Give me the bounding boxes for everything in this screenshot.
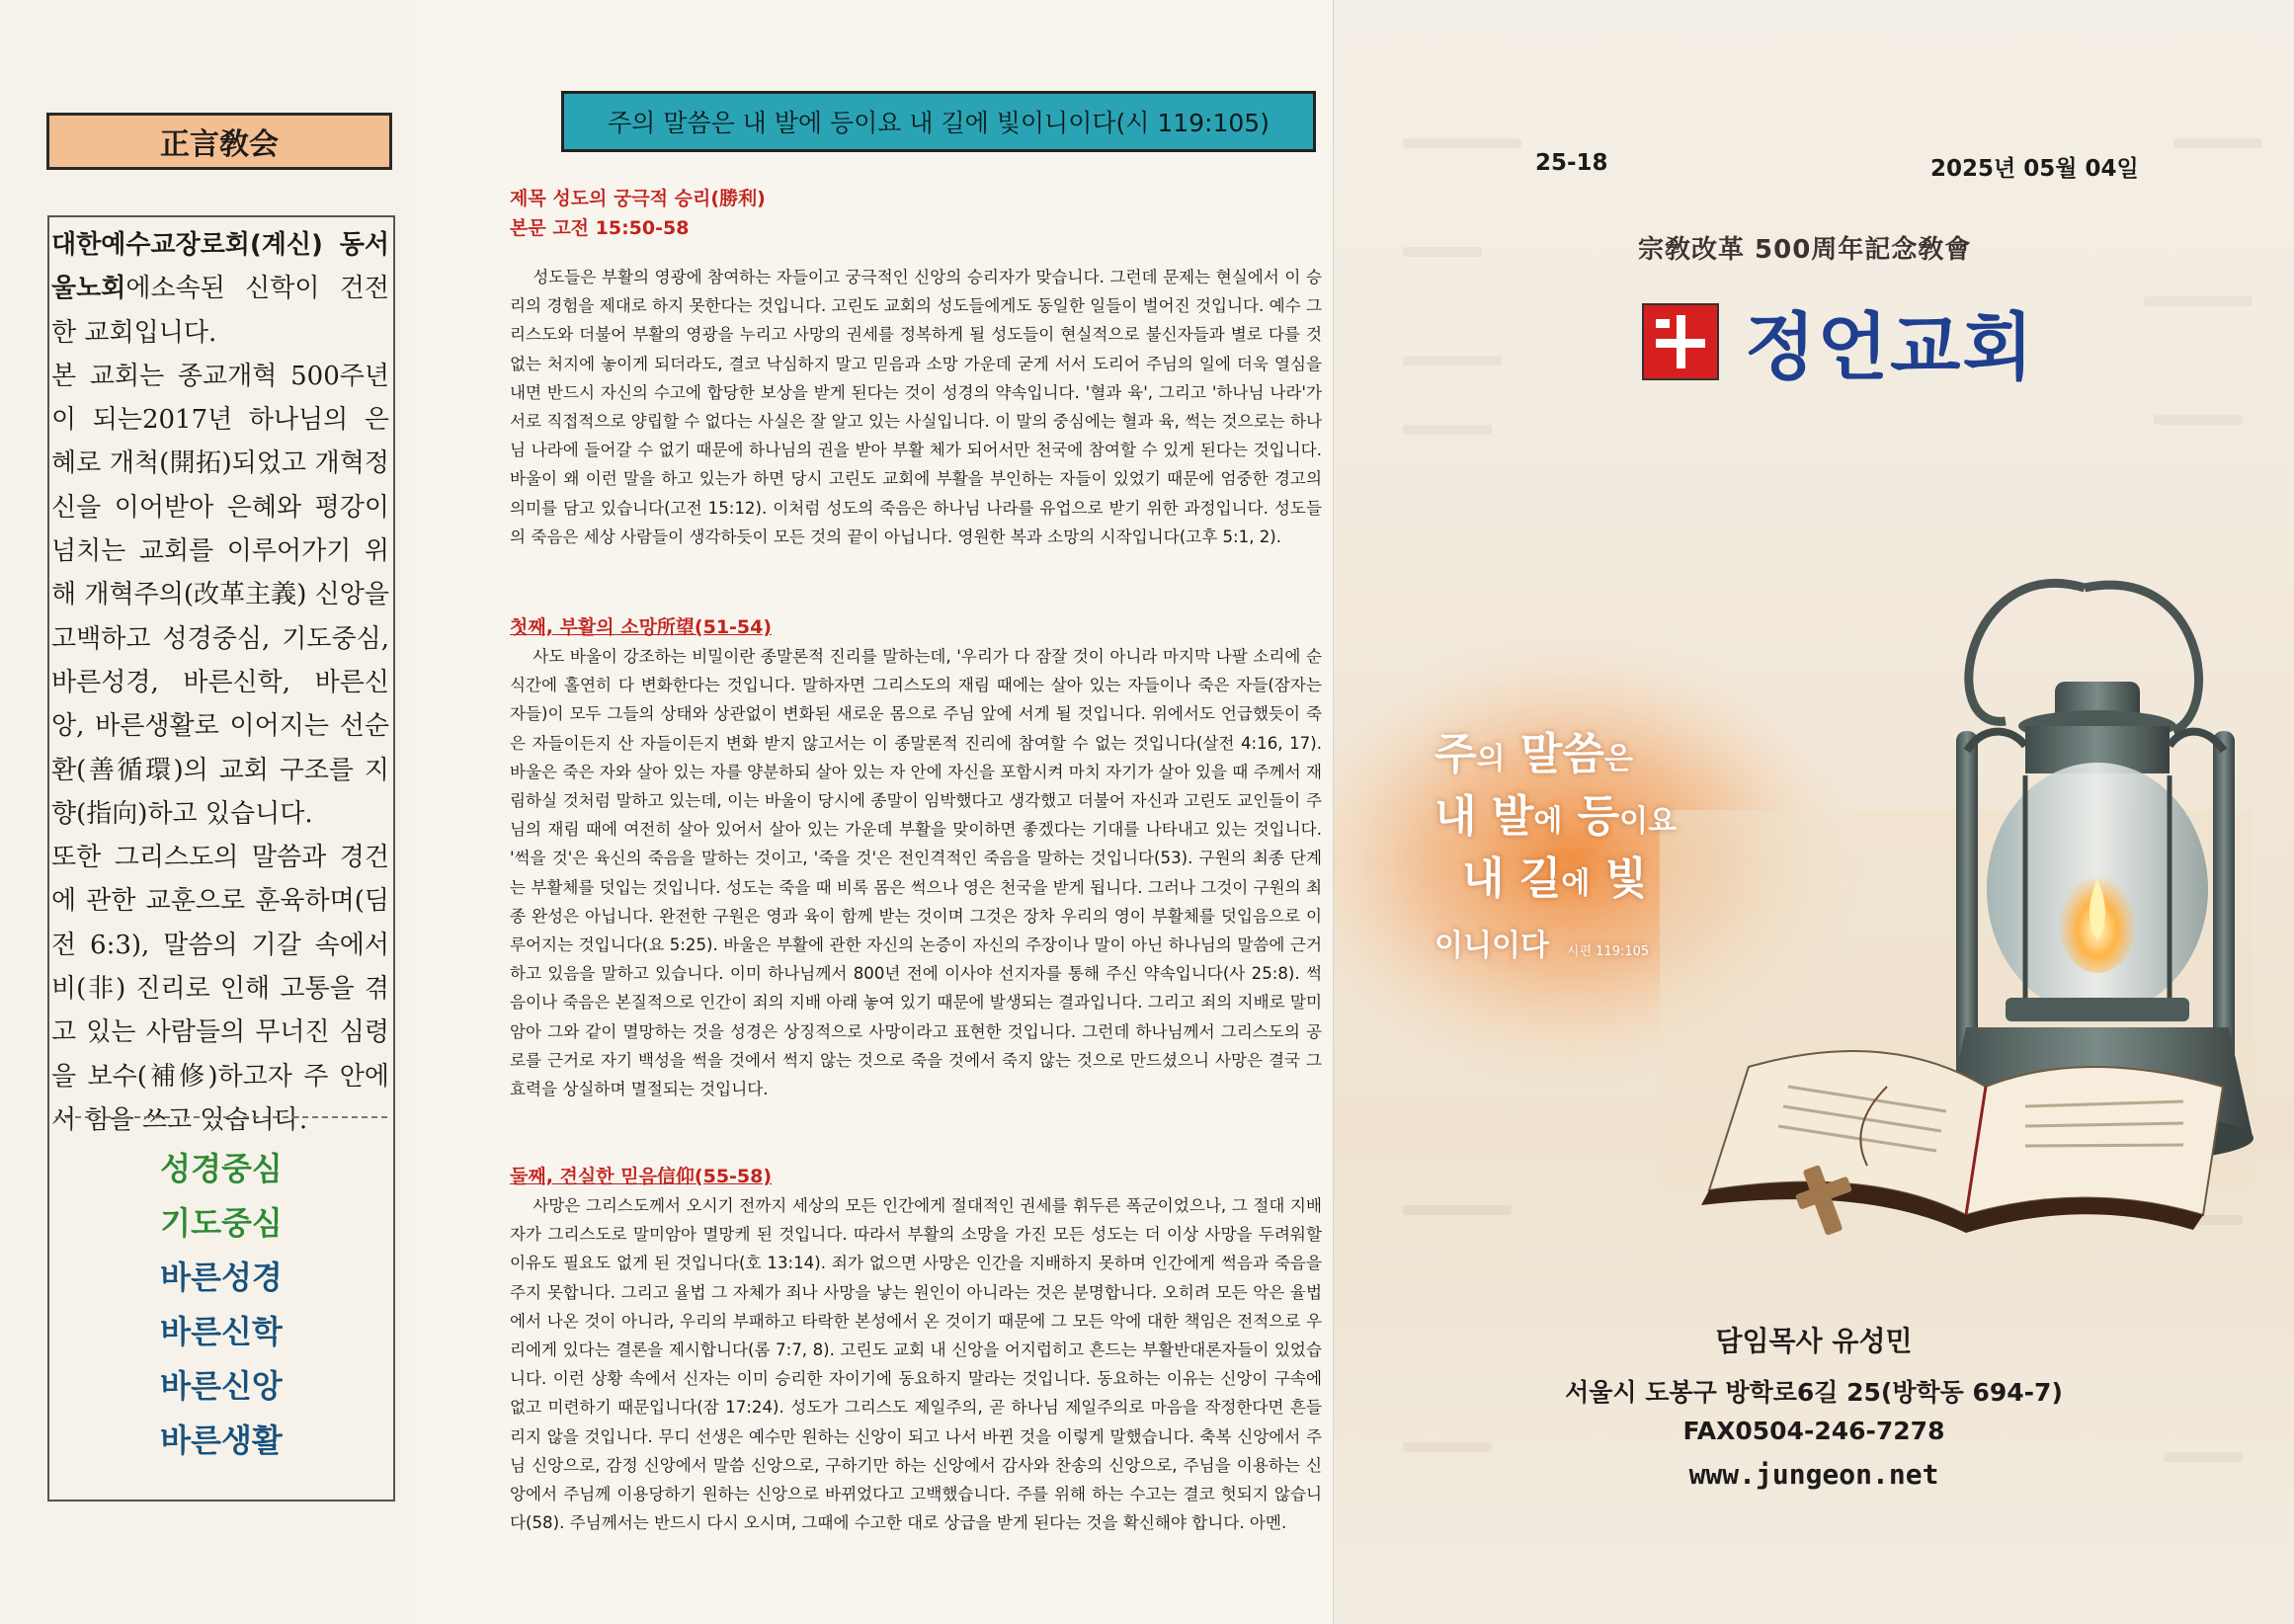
- verse-overlay-line: [1434, 726, 1731, 788]
- sermon-body-section-1: [510, 642, 1322, 1161]
- keyword-item: 바른신학: [160, 1313, 283, 1350]
- background-text-texture: [1403, 425, 1492, 435]
- sermon-paragraph: 사도 바울이 강조하는 비밀이란 종말론적 진리를 말하는데, '우리가 다 잠잘 것이 아니라 마지막 나팔 소리에 순식간에 홀연히 다 변화한다는 것입니다. 말하자면 그리스도의 재림 때에는 살아 있는 자들이나 죽은 자들(잠자는 자들)이 모두 그들의 상태와 상관없이 변화된 새로운 몸으로 주님 앞에 서게 될 것입니다. 위에서도 언급했듯이 죽은 자들이든지 산 자들이든지 변화 받지 않고서는 이 종말론적 진리에 참여할 수 없는 것입니다(살전 4:16, 17). 바울은 죽은 자와 살아 있는 자를 양분하되 살아 있는 자 안에 자신을 포함시켜 마치 자기가 살아 있을 때 주께서 재림하실 것처럼 말하고 있는데, 이는 바울이 당시에 종말이 임박했다고 생각했고 더불어 자신과 고린도 교인들이 주님의 재림 때에 여전히 살아 있어서 살아 있는 가운데 부활을 맞이하면 좋겠다는 기대를 나타내고 있는 것입니다. '썩을 것'은 육신의 죽음을 말하는 것이고, '죽을 것'은 전인격적인 죽음을 말하는 것입니다(53). 구원의 최종 단계는 부활체를 덧입는 것입니다. 성도는 죽을 때 비록 몸은 썩으나 영은 천국을 받게 됩니다. 그러나 그것이 구원의 최종 완성은 아닙니다. 완전한 구원은 영과 육이 함께 받는 것이며 그것은 장차 우리의 영이 부활체를 덧입음으로 이루어지는 것입니다(요 5:25). 바울은 부활에 관한 자신의 논증이 자신의 주장이나 말이 아닌 하나님의 말씀에 근거하고 있음을 말하고 있습니다. 이미 하나님께서 800년 전에 이사야 선지자를 통해 주신 약속입니다(사 25:8). 썩음이나 죽음은 본질적으로 인간이 죄의 지배 아래 놓여 있기 때문에 발생되는 결과입니다. 그리고 죄의 지배로 말미암아 그와 같이 멸망하는 것을 성경은 상징적으로 사망이라고 표현한 것입니다. 그런데 하나님께서 그리스도의 공로를 근거로 자기 백성을 썩을 것에서 썩지 않는 것으로 죽을 것에서 죽지 않는 것으로 만드셨으니 사망은 결국 그 효력을 상실하며 멸절되는 것입니다.: [510, 647, 1323, 1099]
- website-link[interactable]: www.jungeon.net: [1688, 1458, 1939, 1491]
- background-text-texture: [1403, 138, 1521, 148]
- verse-banner: 주의 말씀은 내 발에 등이요 내 길에 빛이니이다(시 119:105): [561, 91, 1316, 152]
- left-panel: [0, 0, 415, 1624]
- background-text-texture: [1403, 356, 1502, 365]
- keyword-item: 기도중심: [160, 1204, 283, 1242]
- sermon-title: 제목 성도의 궁극적 승리(勝利): [510, 188, 766, 209]
- church-logo-mark-icon: [1642, 303, 1719, 380]
- fax-number: FAX0504-246-7278: [1682, 1417, 1945, 1445]
- keyword-item: 바른성경: [160, 1259, 283, 1296]
- keyword-item: 바른신앙: [160, 1367, 283, 1405]
- verse-overlay-text: 빛: [1590, 853, 1648, 904]
- verse-overlay-text: 이니이다: [1434, 929, 1549, 963]
- denomination-name: 대한예수교장로회(계신) 동서울노회: [51, 230, 389, 304]
- background-text-texture: [2173, 138, 2262, 148]
- open-bible-icon: [1701, 1051, 2223, 1233]
- intro-paragraph-1-rest: 에소속된 신학이 건전한 교회입니다.: [51, 274, 389, 348]
- sermon-paragraph: 사망은 그리스도께서 오시기 전까지 세상의 모든 인간에게 절대적인 권세를 휘두른 폭군이었으나, 그 절대 지배자가 그리스도로 말미암아 멸망케 된 것입니다. 따라서 부활의 소망을 가진 모든 성도는 더 이상 사망을 두려워할 이유도 필요도 없게 된 것입니다(호 13:14). 죄가 없으면 사망은 인간을 지배하지 못하며 인간에게 썩음과 죽음을 주지 못합니다. 그리고 율법 그 자체가 죄나 사망을 낳는 원인이 아니라는 것은 분명합니다. 오히려 모든 악은 율법에서 나온 것이 아니라, 우리의 부패하고 타락한 본성에서 온 것이기 때문에 그 모든 악에 대한 책임은 전적으로 우리에게 있다는 결론을 제시합니다(롬 7:7, 8). 고린도 교회 내 신앙을 어지럽히고 흔드는 부활반대론자들이 있었습니다. 이런 상황 속에서 신자는 이미 승리한 자이기에 동요하지 말라는 것입니다. 동요하는 이유는 신앙이 구속에 없고 미련하기 때문입니다(잠 17:24). 성도가 그리스도 제일주의, 곧 하나님 제일주의로 마음을 작정한다면 흔들리지 않을 것입니다. 무디 선생은 예수만 원하는 신앙이 되고 나서 바뀐 것을 이렇게 말했습니다. 축복 신앙에서 주님 신앙으로, 감정 신앙에서 말씀 신앙으로, 구하기만 하는 신앙에서 감사와 찬송의 신앙으로, 주님을 이용하는 신앙에서 주님께 이용당하기 원하는 신앙으로 바뀌었다고 고백했습니다. 주를 위해 하는 수고는 결코 헛되지 않습니다(58). 주님께서는 반드시 다시 오시며, 그때에 수고한 대로 상급을 받게 된다는 것을 확신해야 합니다. 아멘.: [510, 1196, 1322, 1533]
- keyword-item: 성경중심: [160, 1150, 283, 1187]
- background-text-texture: [2154, 415, 2243, 425]
- section-heading-2: 둘째, 견실한 믿음信仰(55-58): [510, 1166, 773, 1187]
- verse-overlay-line: [1434, 788, 1731, 851]
- verse-overlay-line: [1434, 913, 1731, 981]
- church-name: 정언교회: [1745, 305, 2035, 390]
- church-logo-row: [1642, 302, 2035, 390]
- verse-overlay-text: 길: [1504, 853, 1562, 904]
- verse-overlay-text: 의: [1476, 742, 1506, 776]
- pastor-name: 담임목사 유성민: [1715, 1325, 1913, 1357]
- church-intro-text: [49, 223, 393, 1142]
- church-name-hanja: 正言敎会: [46, 113, 392, 170]
- verse-overlay-text: 내: [1462, 853, 1505, 904]
- intro-paragraph-3: 또한 그리스도의 말씀과 경건에 관한 교훈으로 훈육하며(딤전 6:3), 말씀의 기갈 속에서 비(非) 진리로 인해 고통을 겪고 있는 사람들의 무너진 심령을 보수(補修)하고자 주 안에서 힘을 쓰고 있습니다.: [51, 843, 389, 1135]
- verse-overlay-text: 은: [1603, 742, 1633, 776]
- verse-overlay-text: 말씀: [1505, 729, 1604, 779]
- church-intro-box: [47, 215, 395, 1502]
- verse-reference: 시편 119:105: [1566, 944, 1650, 959]
- verse-overlay-text: 내: [1434, 791, 1477, 842]
- divider: [55, 1116, 387, 1118]
- church-address: 서울시 도봉구 방학로6길 25(방학동 694-7): [1565, 1378, 2063, 1407]
- cover-subtitle: 宗敎改革 500周年記念敎會: [1638, 235, 1972, 265]
- verse-overlay-text: 발: [1476, 791, 1534, 842]
- intro-paragraph-2: 본 교회는 종교개혁 500주년이 되는2017년 하나님의 은혜로 개척(開拓)되었고 개혁정신을 이어받아 은혜와 평강이 넘치는 교회를 이루어가기 위해 개혁주의(改革主義) 신앙을 고백하고 성경중심, 기도중심, 바른성경, 바른신학, 바른신앙, 바른생활로 이어지는 선순환(善循環)의 교회 구조를 지향(指向)하고 있습니다.: [51, 361, 389, 829]
- keyword-item: 바른생활: [160, 1421, 283, 1459]
- sermon-heading: [510, 184, 766, 243]
- sermon-body-section-2: [510, 1191, 1322, 1604]
- sermon-paragraph: 성도들은 부활의 영광에 참여하는 자들이고 궁극적인 신앙의 승리자가 맞습니다. 그런데 문제는 현실에서 이 승리의 경험을 제대로 하지 못한다는 것입니다. 고린도 교회의 성도들에게도 동일한 일들이 벌어진 것입니다. 예수 그리스도와 더불어 부활의 영광을 누리고 사망의 권세를 정복하게 될 성도들이 현실적으로 불신자들과 별로 다를 것 없는 처지에 놓이게 되더라도, 결코 낙심하지 말고 믿음과 소망 가운데 굳게 서서 도리어 주님의 일에 더욱 열심을 내면 반드시 자신의 수고에 합당한 보상을 받게 된다는 것이 성경의 약속입니다. '혈과 육', 그리고 '하나님 나라'가 서로 직접적으로 양립할 수 없다는 사실은 잘 알고 있는 사실입니다. 이 말의 중심에는 혈과 육, 썩는 것으로는 하나님 나라에 들어갈 수 없기 때문에 하나님의 권을 받아 부활 체가 되어서만 천국에 참여할 수 있게 된다는 것입니다. 바울이 왜 이런 말을 하고 있는가 하면 당시 고린도 교회에 부활을 부인하는 자들이 있었기 때문에 엄중한 경고의 의미를 담고 있습니다(고전 15:12). 이처럼 성도의 죽음은 하나님 나라를 유업으로 받기 위한 과정입니다. 성도들의 죽음은 세상 사람들이 생각하듯이 모든 것의 끝이 아닙니다. 영원한 복과 소망의 시작입니다(고후 5:1, 2).: [510, 268, 1322, 546]
- verse-overlay-text: 이요: [1619, 804, 1678, 839]
- background-text-texture: [1403, 247, 1482, 257]
- keyword-list: [49, 1142, 393, 1468]
- issue-date: 2025년 05월 04일: [1930, 156, 2139, 182]
- verse-overlay-text: 등: [1562, 791, 1620, 842]
- sermon-body-intro: [510, 263, 1322, 616]
- background-text-texture: [2144, 296, 2253, 306]
- verse-overlay-text: 에: [1533, 804, 1563, 839]
- verse-overlay-text: 주: [1434, 729, 1477, 779]
- cover-verse-overlay: [1434, 726, 1731, 981]
- sermon-scripture: 본문 고전 15:50-58: [510, 217, 690, 239]
- intro-paragraph-1: [51, 223, 389, 355]
- verse-overlay-text: 에: [1561, 866, 1591, 901]
- section-heading-1: 첫째, 부활의 소망所望(51-54): [510, 616, 773, 638]
- issue-number: 25-18: [1535, 150, 1608, 176]
- verse-overlay-line: [1434, 851, 1731, 913]
